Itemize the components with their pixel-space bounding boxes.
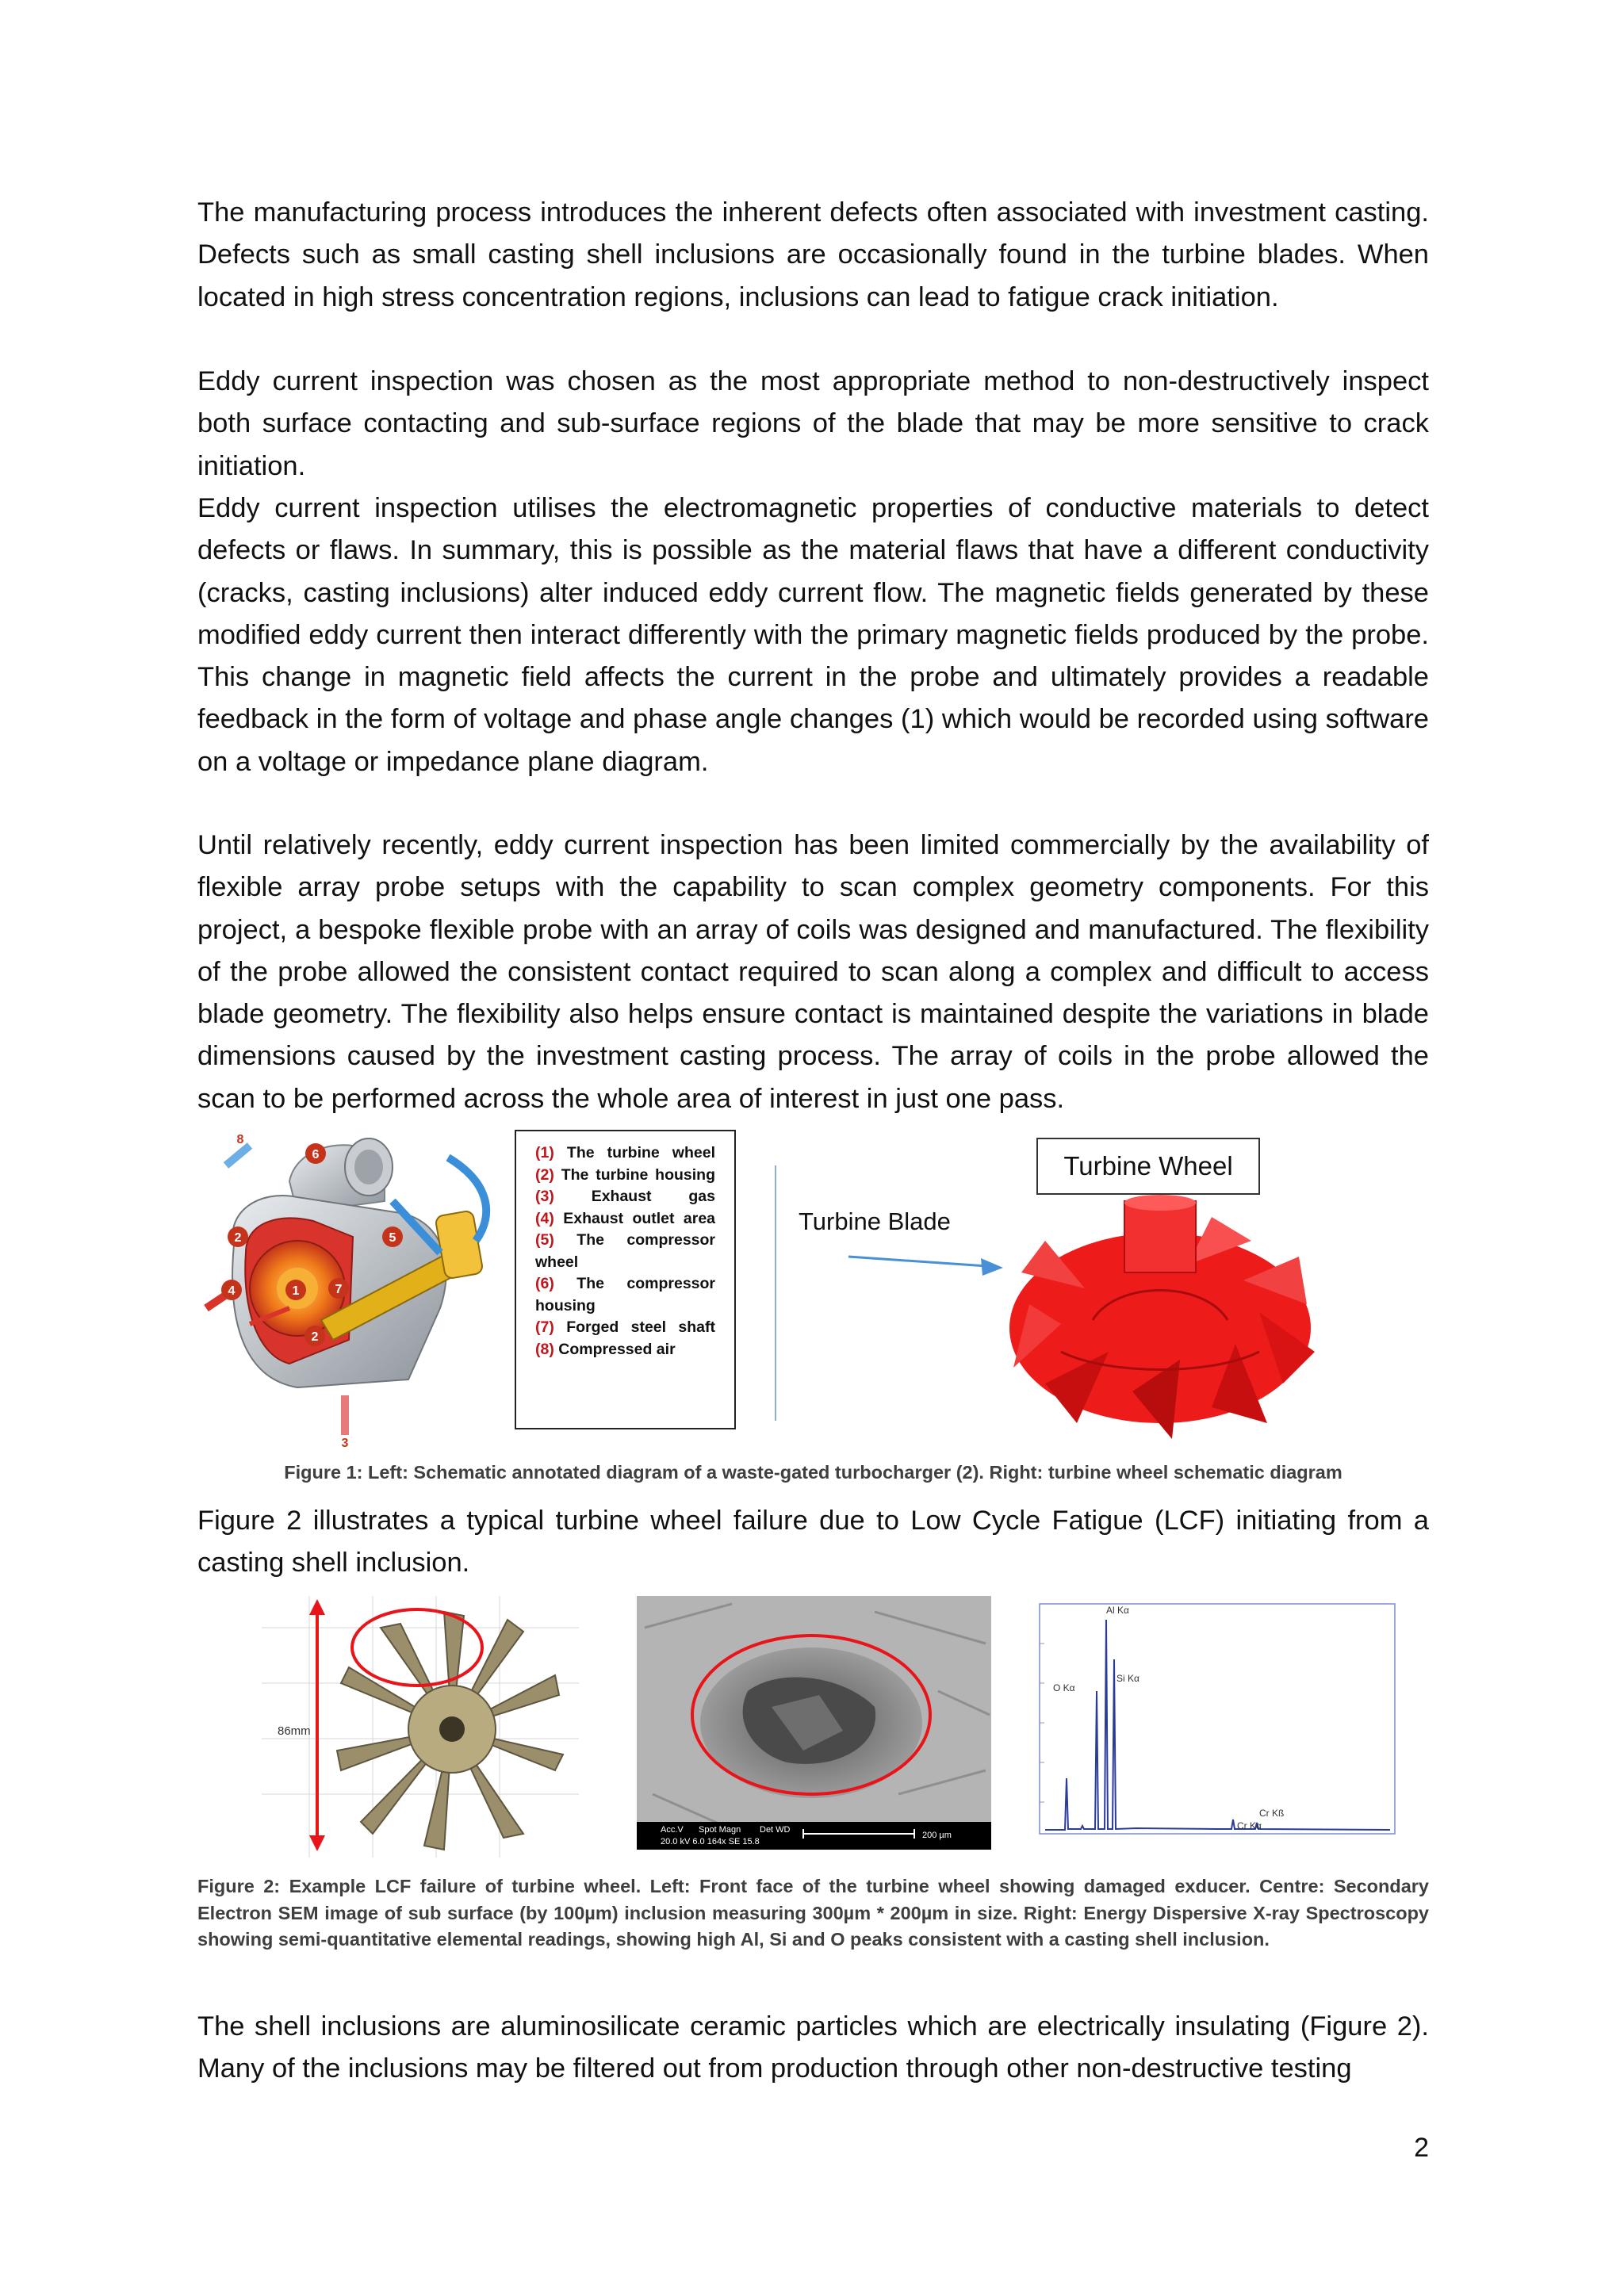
paragraph-flexible-probe: Until relatively recently, eddy current inspection has been limited commercially by the availability of flexible array probe setups with the capability to scan complex geometry components. For this project, a bespoke flexible probe with an array of coils was designed and manufactured. The flexibility of the probe allowed the consistent contact required to scan along a complex and difficult to access blade geometry. The flexibility also helps ensure contact is maintained despite the variations in blade dimensions caused by the investment casting process. The array of coils in the probe allowed the scan to be performed across the whole area of interest in just one pass. bbox=[197, 830, 1429, 1114]
figure2-caption: Figure 2: Example LCF failure of turbine wheel. Left: Front face of the turbine wheel showing damaged exducer. Centre: Secondary Electron SEM image of sub surface (by 100µm) inclusion measuring 300µm * 200µm in size. Right: Energy Dispersive X-ray Spectroscopy showing semi-quantitative elemental readings, showing high Al, Si and O peaks consistent with a casting shell inclusion. bbox=[197, 1876, 1429, 1950]
callout-3: 3 bbox=[341, 1437, 349, 1449]
sem-spot-label: Spot Magn bbox=[699, 1825, 741, 1835]
turbocharger-diagram bbox=[202, 1126, 508, 1449]
callout-5: 5 bbox=[389, 1231, 396, 1245]
blade-arrow bbox=[845, 1241, 1011, 1280]
peak-al: Al Kα bbox=[1106, 1605, 1129, 1616]
peak-si: Si Kα bbox=[1116, 1673, 1139, 1684]
peak-o: O Kα bbox=[1053, 1682, 1075, 1693]
paragraph-eddy-current-principle: Eddy current inspection utilises the electromagnetic properties of conductive materials to detect defects or flaws. In summary, this is possible as the material flaws that have a different conductivity (cracks, casting inclusions) alter induced eddy current flow. The magnetic fields generated by these modified eddy current then interact differently with the primary magnetic fields produced by the probe. This change in magnetic field affects the current in the probe and ultimately provides a readable feedback in the form of voltage and phase angle changes (1) which would be recorded using software on a voltage or impedance plane diagram. bbox=[197, 493, 1429, 777]
dimension-label: 86mm bbox=[278, 1724, 311, 1738]
legend-item: (2) The turbine housing bbox=[535, 1165, 716, 1184]
paragraph-shell-inclusions: The shell inclusions are aluminosilicate ceramic particles which are electrically insulating (Figure 2). Many of the inclusions may be filtered out from production through other non-destructive testing bbox=[197, 2011, 1429, 2084]
figure1-caption: Figure 1: Left: Schematic annotated diagram of a waste-gated turbocharger (2). Right: turbine wheel schematic diagram bbox=[284, 1462, 1342, 1483]
turbine-wheel-label: Turbine Wheel bbox=[1036, 1138, 1260, 1195]
sem-scale-label: 200 µm bbox=[922, 1831, 952, 1840]
turbine-wheel-photo bbox=[262, 1596, 579, 1858]
legend-item: (5) The compressor wheel bbox=[535, 1231, 716, 1271]
peak-cr-kb: Cr Kß bbox=[1259, 1808, 1285, 1819]
turbine-wheel-schematic bbox=[998, 1185, 1323, 1439]
turbine-blade-label: Turbine Blade bbox=[799, 1207, 951, 1235]
legend-item: (6) The compressor housing bbox=[535, 1275, 716, 1314]
paragraph-eddy-current-choice: Eddy current inspection was chosen as the most appropriate method to non-destructively inspect both surface contacting and sub-surface regions of the blade that may be more sensitive to crack initiation. bbox=[197, 366, 1429, 481]
legend-item: (1) The turbine wheel bbox=[535, 1144, 715, 1161]
paragraph-casting-defects: The manufacturing process introduces the inherent defects often associated with investment casting. Defects such as small casting shell inclusions are occasionally found in the turbine blades. When located in high stress concentration regions, inclusions can lead to fatigue crack initiation. bbox=[197, 197, 1429, 312]
callout-2: 2 bbox=[311, 1330, 319, 1344]
legend-item: (4) Exhaust outlet area bbox=[535, 1209, 716, 1227]
figure1-legend bbox=[515, 1130, 736, 1429]
edx-spectrum bbox=[1017, 1596, 1406, 1858]
callout-6: 6 bbox=[312, 1148, 320, 1161]
sem-det-label: Det WD bbox=[760, 1825, 791, 1835]
callout-4: 4 bbox=[228, 1284, 236, 1298]
sem-params: 20.0 kV 6.0 164x SE 15.8 bbox=[661, 1837, 760, 1846]
figure-divider bbox=[775, 1165, 776, 1421]
callout-8: 8 bbox=[236, 1133, 244, 1146]
legend-item: (8) Compressed air bbox=[535, 1340, 676, 1358]
page-number: 2 bbox=[1414, 2133, 1429, 2163]
sem-accv-label: Acc.V bbox=[661, 1825, 684, 1835]
legend-item: (7) Forged steel shaft bbox=[535, 1318, 716, 1336]
callout-2b: 2 bbox=[234, 1231, 242, 1245]
sem-image bbox=[637, 1596, 991, 1850]
callout-1: 1 bbox=[292, 1284, 300, 1298]
paragraph-figure2-intro: Figure 2 illustrates a typical turbine wheel failure due to Low Cycle Fatigue (LCF) initiating from a casting shell inclusion. bbox=[197, 1506, 1429, 1578]
callout-7: 7 bbox=[335, 1283, 343, 1296]
legend-item: (3) Exhaust gas bbox=[535, 1188, 715, 1205]
peak-cr-ka: Cr Kα bbox=[1237, 1820, 1262, 1831]
